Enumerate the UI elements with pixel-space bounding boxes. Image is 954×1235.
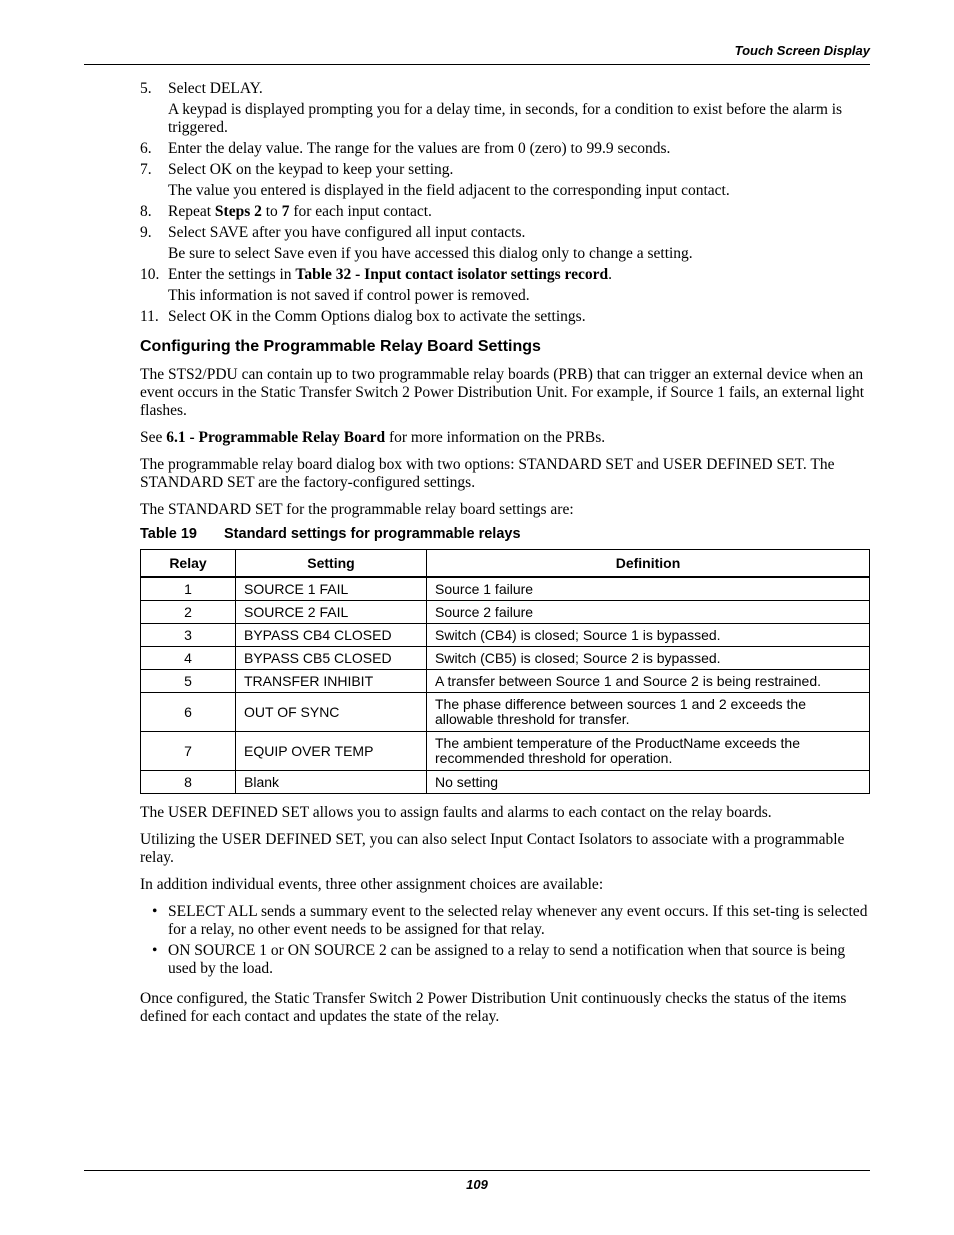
relay-cell: 2 — [141, 601, 236, 624]
step-text-post: for each input contact. — [289, 203, 432, 220]
table-row — [141, 624, 870, 647]
page-content — [140, 80, 870, 1035]
step-ref-start: Steps 2 — [214, 203, 262, 220]
setting-cell: BYPASS CB4 CLOSED — [236, 624, 427, 647]
setting-cell: BYPASS CB5 CLOSED — [236, 647, 427, 670]
table-reference: Table 32 - Input contact isolator settings record — [295, 266, 609, 283]
setting-cell: EQUIP OVER TEMP — [236, 732, 427, 771]
step-number: 11. — [140, 308, 159, 325]
table-row — [141, 732, 870, 771]
setting-cell: TRANSFER INHIBIT — [236, 670, 427, 693]
step-10-note: This information is not saved if control power is removed. — [168, 287, 530, 304]
bullet-text: ON SOURCE 1 or ON SOURCE 2 can be assigned to a relay to send a notification when that source is being used by the load. — [168, 942, 846, 977]
paragraph-standard-set: The STANDARD SET for the programmable relay board settings are: — [140, 501, 574, 518]
section-heading: Configuring the Programmable Relay Board Settings — [140, 338, 541, 355]
table-caption-title: Standard settings for programmable relays — [224, 526, 521, 542]
definition-cell: Source 2 failure — [427, 601, 870, 624]
step-5-note: A keypad is displayed prompting you for a delay time, in seconds, for a condition to exist before the alarm is triggered. — [168, 101, 843, 136]
step-text-mid: to — [261, 203, 282, 220]
setting-cell: SOURCE 2 FAIL — [236, 601, 427, 624]
paragraph-assignment-choices: In addition individual events, three other assignment choices are available: — [140, 876, 604, 893]
paragraph-continuous-check: Once configured, the Static Transfer Switch 2 Power Distribution Unit continuously checks the status of the items defined for each contact and updates the state of the relay. — [140, 990, 847, 1025]
running-header-title: Touch Screen Display — [734, 43, 870, 58]
page-number: 109 — [466, 1177, 488, 1192]
paragraph-user-defined: The USER DEFINED SET allows you to assign faults and alarms to each contact on the relay boards. — [140, 804, 772, 821]
table-row — [141, 647, 870, 670]
bullet-marker: • — [152, 942, 158, 959]
step-text-post: . — [608, 266, 613, 283]
relay-cell: 8 — [141, 771, 236, 794]
definition-cell: The phase difference between sources 1 and 2 exceeds the allowable threshold for transfer. — [427, 693, 870, 732]
step-8 — [140, 203, 870, 221]
paragraph-see-reference — [140, 429, 870, 447]
definition-cell: The ambient temperature of the ProductName exceeds the recommended threshold for operation. — [427, 732, 870, 771]
step-text: Select SAVE after you have configured all input contacts. — [168, 224, 526, 241]
table-header-row — [141, 550, 870, 578]
step-text: Select DELAY. — [168, 80, 263, 97]
definition-cell: Source 1 failure — [427, 577, 870, 601]
step-10 — [140, 266, 870, 284]
step-text: Select OK on the keypad to keep your setting. — [168, 161, 454, 178]
step-number: 10. — [140, 266, 160, 283]
step-6 — [140, 140, 870, 158]
see-text-post: for more information on the PRBs. — [385, 429, 606, 446]
table-caption-label: Table 19 — [140, 526, 197, 542]
table-row — [141, 670, 870, 693]
step-5 — [140, 80, 870, 98]
step-number: 5. — [140, 80, 152, 97]
step-ref-end: 7 — [281, 203, 290, 220]
step-text-pre: Enter the settings in — [168, 266, 296, 283]
step-number: 7. — [140, 161, 152, 178]
table-row — [141, 601, 870, 624]
assignment-bullet-list — [140, 903, 870, 978]
table-caption — [140, 525, 870, 543]
relay-cell: 6 — [141, 693, 236, 732]
paragraph-dialog-options: The programmable relay board dialog box with two options: STANDARD SET and USER DEFINED SET. The STANDARD SET are the factory-configured settings. — [140, 456, 835, 491]
relay-cell: 5 — [141, 670, 236, 693]
standard-settings-table — [140, 549, 870, 794]
table-row — [141, 577, 870, 601]
column-header-relay: Relay — [141, 550, 236, 578]
step-text-pre: Repeat — [168, 203, 215, 220]
setting-cell: Blank — [236, 771, 427, 794]
bullet-text: SELECT ALL sends a summary event to the selected relay whenever any event occurs. If this set-ting is selected for a relay, no other event needs to be assigned for that relay. — [168, 903, 868, 938]
step-number: 6. — [140, 140, 152, 157]
paragraph-prb-intro: The STS2/PDU can contain up to two programmable relay boards (PRB) that can trigger an external device when an event occurs in the Static Transfer Switch 2 Power Distribution Unit. For example, if Source 1 fails, an external light flashes. — [140, 366, 865, 419]
list-item — [140, 942, 870, 978]
definition-cell: Switch (CB4) is closed; Source 1 is bypassed. — [427, 624, 870, 647]
setting-cell: SOURCE 1 FAIL — [236, 577, 427, 601]
definition-cell: A transfer between Source 1 and Source 2 is being restrained. — [427, 670, 870, 693]
column-header-definition: Definition — [427, 550, 870, 578]
step-9 — [140, 224, 870, 242]
step-7-note: The value you entered is displayed in the field adjacent to the corresponding input contact. — [168, 182, 730, 199]
bullet-marker: • — [152, 903, 158, 920]
setting-cell: OUT OF SYNC — [236, 693, 427, 732]
step-9-note: Be sure to select Save even if you have accessed this dialog only to change a setting. — [168, 245, 693, 262]
list-item — [140, 903, 870, 939]
relay-cell: 3 — [141, 624, 236, 647]
column-header-setting: Setting — [236, 550, 427, 578]
table-row — [141, 693, 870, 732]
relay-cell: 7 — [141, 732, 236, 771]
header-rule — [84, 64, 870, 65]
relay-cell: 4 — [141, 647, 236, 670]
footer-rule — [84, 1170, 870, 1171]
paragraph-input-contact-isolators: Utilizing the USER DEFINED SET, you can also select Input Contact Isolators to associate with a programmable relay. — [140, 831, 845, 866]
step-number: 8. — [140, 203, 152, 220]
step-text: Enter the delay value. The range for the values are from 0 (zero) to 99.9 seconds. — [168, 140, 671, 157]
definition-cell: Switch (CB5) is closed; Source 2 is bypassed. — [427, 647, 870, 670]
relay-cell: 1 — [141, 577, 236, 601]
section-reference: 6.1 - Programmable Relay Board — [166, 429, 386, 446]
definition-cell: No setting — [427, 771, 870, 794]
step-number: 9. — [140, 224, 152, 241]
step-7 — [140, 161, 870, 179]
step-11 — [140, 308, 870, 326]
see-text: See — [140, 429, 167, 446]
step-text: Select OK in the Comm Options dialog box to activate the settings. — [168, 308, 586, 325]
table-row — [141, 771, 870, 794]
